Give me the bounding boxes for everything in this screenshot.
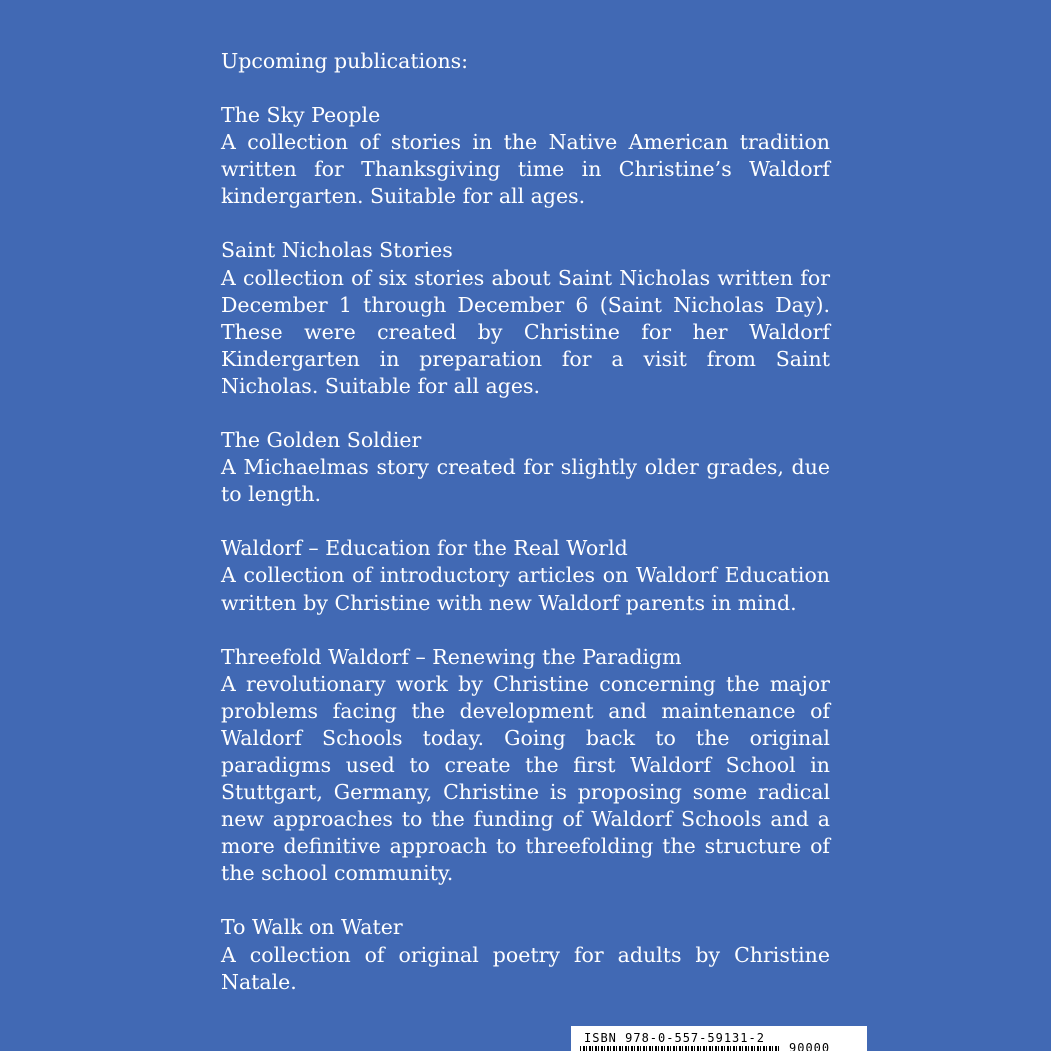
publication-title: Saint Nicholas Stories	[221, 238, 453, 263]
isbn-number: ISBN 978-0-557-59131-2	[584, 1031, 765, 1045]
publication-entry	[221, 427, 830, 508]
publication-description: A revolutionary work by Christine concerning the major problems facing the development and maintenance of Waldorf Schools today. Going back to the original paradigms used to create the first Waldorf School in Stuttgart, Germany, Christine is proposing some radical new approaches to the funding of Waldorf Schools and a more definitive approach to threefolding the structure of the school community.	[221, 671, 830, 886]
publication-entry	[221, 914, 830, 995]
publication-title: Threefold Waldorf – Renewing the Paradigm	[221, 644, 682, 669]
publication-description: A Michaelmas story created for slightly older grades, due to length.	[221, 455, 830, 507]
publication-entry	[221, 237, 830, 400]
publication-entry	[221, 102, 830, 210]
isbn-barcode-box	[571, 1026, 867, 1051]
publication-title: To Walk on Water	[221, 915, 403, 940]
publication-entry	[221, 535, 830, 616]
publication-entry	[221, 644, 830, 888]
publication-description: A collection of original poetry for adults by Christine Natale.	[221, 942, 830, 994]
page-heading: Upcoming publications:	[221, 49, 469, 73]
publication-description: A collection of introductory articles on Waldorf Education written by Christine with new Waldorf parents in mind.	[221, 563, 830, 615]
barcode-image	[580, 1046, 780, 1051]
publication-description: A collection of six stories about Saint Nicholas written for December 1 through December 6 (Saint Nicholas Day). These were created by Christine for her Waldorf Kindergarten in preparation for a visit from Saint Nicholas. Suitable for all ages.	[221, 265, 830, 398]
publications-list	[221, 48, 830, 1023]
publication-title: The Golden Soldier	[221, 428, 422, 453]
price-code: 90000	[789, 1041, 831, 1051]
publication-title: Waldorf – Education for the Real World	[221, 536, 628, 561]
publication-description: A collection of stories in the Native American tradition written for Thanksgiving time in Christine’s Waldorf kindergarten. Suitable for all ages.	[221, 130, 830, 209]
publication-title: The Sky People	[221, 103, 381, 128]
